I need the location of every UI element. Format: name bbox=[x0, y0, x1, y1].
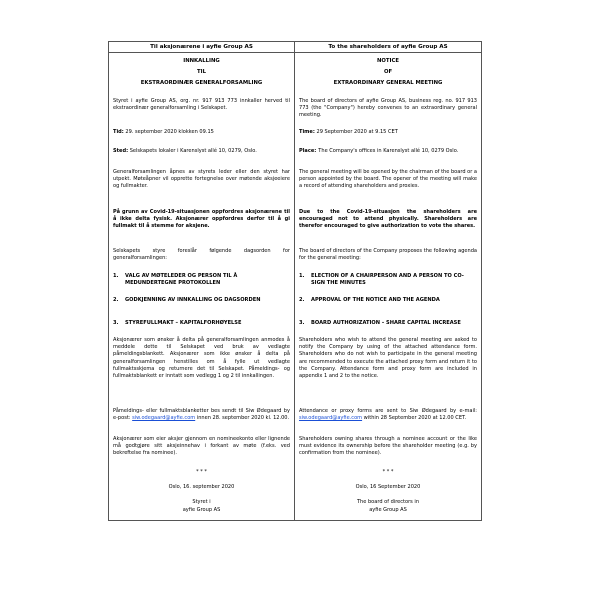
english-column bbox=[295, 42, 481, 520]
separator-stars: * * * bbox=[382, 469, 394, 475]
norwegian-column bbox=[109, 42, 295, 520]
title-line: EKSTRAORDINÆR GENERALFORSAMLING bbox=[140, 79, 263, 86]
time-label: Tid: bbox=[113, 129, 124, 135]
time-value: 29 September 2020 at 9.15 CET bbox=[316, 129, 398, 135]
attendance-text: Aksjonærer som ønsker å delta på generalforsamlingen anmodes å meddele dette til Selskapet ved bruk av vedlagte påmeldingsblankett. Aksjonærer som ikke ønsker å delta på generalforsamlingen henstilles om å fylle ut vedlagte fullmaktsskjema og returnere det til Selskapet. Påmeldings- og fullmaktsblankett er inntatt som vedlegg 1 og 2 til innkallingen. bbox=[113, 337, 290, 380]
intro-text: The board of directors of ayfie Group AS, business reg. no. 917 913 773 (the "Company") hereby convenes to an extraordinary general meeting. bbox=[299, 98, 477, 119]
nominee-text: Aksjonærer som eier aksjer gjennom en nomineekonto eller lignende må godtgjøre sitt aksjeinnehav i forkant av møte (f.eks. ved bekreftelse fra nominee). bbox=[113, 436, 290, 457]
signature-line: Styret i bbox=[192, 499, 211, 505]
title-line: EXTRAORDINARY GENERAL MEETING bbox=[333, 79, 443, 86]
title-line: TIL bbox=[197, 68, 206, 75]
email-link[interactable]: siw.odegaard@ayfie.com bbox=[299, 415, 363, 422]
agenda-item: 1. VALG AV MØTELEDER OG PERSON TIL Å MEDUNDERTEGNE PROTOKOLLEN bbox=[113, 273, 238, 287]
nominee-text: Shareholders owning shares through a nominee account or the like must evidence its ownership before the shareholder meeting (e.g. by confirmation from the nominee). bbox=[299, 436, 477, 457]
column-header: Til aksjonærene i ayfie Group AS bbox=[109, 42, 294, 53]
opening-text: Generalforsamlingen åpnes av styrets leder eller den styret har utpekt. Møteåpner vil opprette fortegnelse over møtende aksjeeiere og fullmakter. bbox=[113, 169, 290, 190]
time-value: 29. september 2020 klokken 09.15 bbox=[125, 129, 214, 135]
place-value: The Company's offices in Karenslyst allé 10, 0279 Oslo. bbox=[318, 148, 459, 154]
title-line: NOTICE bbox=[376, 57, 400, 64]
covid-notice: Due to the Covid-19-situasjon the shareholders are encouraged not to attend physically. Shareholders are therefor encouraged to give authorization to vote the shares. bbox=[299, 209, 477, 230]
email-link[interactable]: siw.odegaard@ayfie.com bbox=[132, 415, 196, 422]
place-date: Oslo, 16. september 2020 bbox=[168, 484, 235, 490]
document-title bbox=[299, 56, 477, 89]
signature-company: ayfie Group AS bbox=[182, 507, 221, 513]
agenda-item: 2. GODKJENNING AV INNKALLING OG DAGSORDEN bbox=[113, 297, 261, 303]
document-title bbox=[113, 56, 290, 89]
intro-text: Styret i ayfie Group AS, org. nr. 917 913 773 innkaller herved til ekstraordinær generalforsamling i Selskapet. bbox=[113, 98, 290, 112]
forms-text: Påmeldings- eller fullmaktsblanketter bes sendt til Siw Ødegaard by e-post: siw.odegaard@ayfie.com innen 28. september 2020 kl. 12.00. bbox=[113, 408, 290, 422]
agenda-item: 2. APPROVAL OF THE NOTICE AND THE AGENDA bbox=[299, 297, 440, 303]
opening-text: The general meeting will be opened by the chairman of the board or a person appointed by the board. The opener of the meeting will make a record of attending shareholders and proxies. bbox=[299, 169, 477, 190]
time-label: Time: bbox=[299, 129, 315, 135]
place-value: Selskapets lokaler i Karenslyst allé 10, 0279, Oslo. bbox=[129, 148, 257, 154]
notice-document bbox=[108, 41, 482, 521]
attendance-text: Shareholders who wish to attend the general meeting are asked to notify the Company by using of the attached attendance form. Shareholders who do not wish to participate in the general meeting are recommended to execute the attached proxy form and return it to the Company. Attendance form and proxy form are included in appendix 1 and 2 to the notice. bbox=[299, 337, 477, 380]
agenda-item: 1. ELECTION OF A CHAIRPERSON AND A PERSON TO CO-SIGN THE MINUTES bbox=[299, 273, 464, 287]
separator-stars: * * * bbox=[196, 469, 207, 475]
agenda-intro: Selskapets styre foreslår følgende dagsorden for generalforsamlingen: bbox=[113, 248, 290, 262]
title-line: INNKALLING bbox=[183, 57, 220, 64]
signature-company: ayfie Group AS bbox=[369, 507, 407, 513]
place-date: Oslo, 16 September 2020 bbox=[355, 484, 421, 490]
place-label: Place: bbox=[299, 148, 317, 154]
agenda-intro: The board of directors of the Company proposes the following agenda for the general meeting: bbox=[299, 248, 477, 262]
forms-text: Attendance or proxy forms are sent to Siw Ødegaard by e-mail: siw.odegaard@ayfie.com within 28 September 2020 at 12.00 CET. bbox=[299, 408, 477, 422]
agenda-item: 3. BOARD AUTHORIZATION – SHARE CAPITAL INCREASE bbox=[299, 320, 461, 326]
signature-line: The board of directors in bbox=[356, 499, 420, 505]
agenda-item: 3. STYREFULLMAKT – KAPITALFORHØYELSE bbox=[113, 320, 242, 326]
column-header: To the shareholders of ayfie Group AS bbox=[295, 42, 481, 53]
covid-notice: På grunn av Covid-19-situasjonen oppfordres aksjonærene til å ikke delta fysisk. Aksjonærer oppfordres derfor til å gi fullmakt til å stemme for aksjene. bbox=[113, 209, 290, 230]
title-line: OF bbox=[383, 68, 393, 75]
place-label: Sted: bbox=[113, 148, 129, 154]
